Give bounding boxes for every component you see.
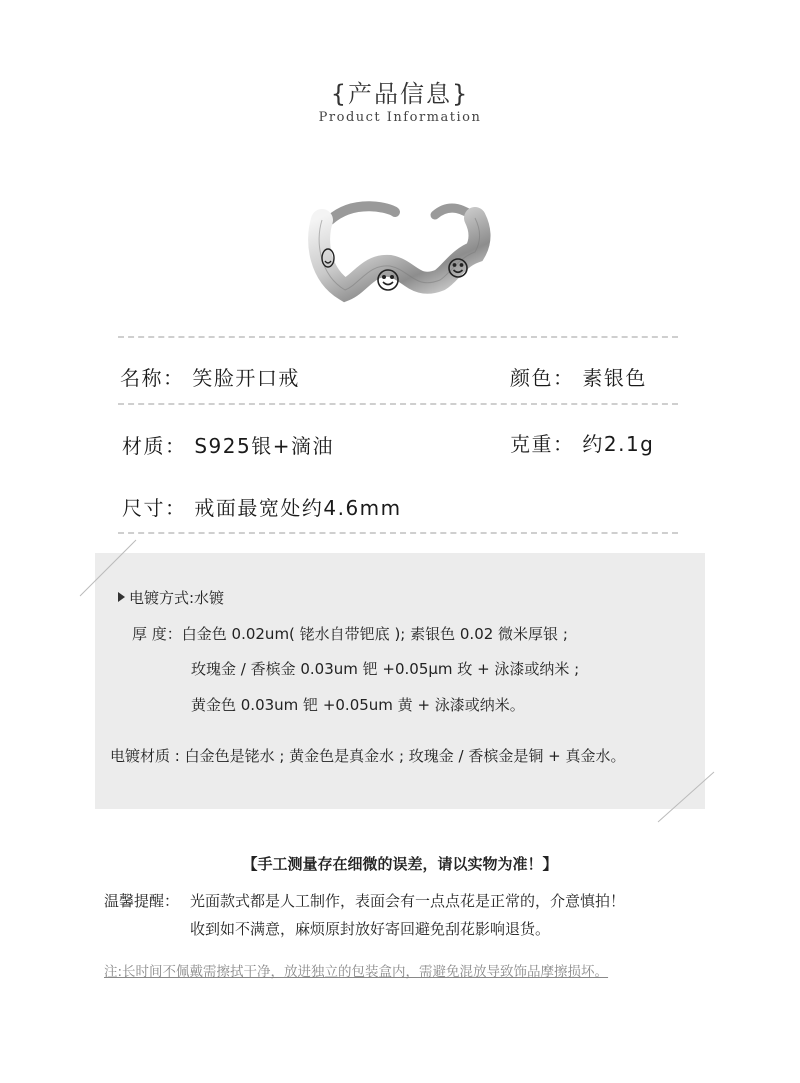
tip-line-1: 光面款式都是人工制作，表面会有一点点花是正常的，介意慎拍！ bbox=[190, 892, 626, 910]
handmade-notice: 【手工测量存在细微的误差，请以实物为准！】 bbox=[242, 855, 558, 873]
spec-weight: 克重： 约2.1g bbox=[510, 432, 655, 456]
divider bbox=[118, 403, 678, 405]
plating-material: 电镀材质 : 白金色是铑水 ; 黄金色是真金水 ; 玫瑰金 / 香槟金是铜 + 真金水。 bbox=[110, 747, 626, 765]
tip-label: 温馨提醒： bbox=[104, 892, 180, 910]
plating-thickness-3: 黄金色 0.03um 钯 +0.05um 黄 + 泳漆或纳米。 bbox=[191, 696, 525, 714]
spec-name: 名称： 笑脸开口戒 bbox=[120, 366, 300, 390]
plating-thickness-1: 厚 度：白金色 0.02um( 铑水自带钯底 ); 素银色 0.02 微米厚银 ; bbox=[132, 625, 568, 643]
divider bbox=[118, 336, 678, 338]
care-footer-note: 注:长时间不佩戴需擦拭干净，放进独立的包装盒内，需避免混放导致饰品摩擦损坏。 bbox=[104, 964, 609, 980]
plating-method: 电镀方式:水镀 bbox=[118, 587, 224, 608]
triangle-bullet-icon bbox=[118, 592, 125, 602]
tip-line-2: 收到如不满意，麻烦原封放好寄回避免刮花影响退货。 bbox=[190, 920, 551, 938]
divider bbox=[118, 532, 678, 534]
section-title: {产品信息} bbox=[330, 80, 470, 108]
plating-thickness-2: 玫瑰金 / 香槟金 0.03um 钯 +0.05μm 玫 + 泳漆或纳米 ; bbox=[191, 660, 580, 678]
corner-decoration bbox=[656, 770, 716, 824]
ring-product-image bbox=[300, 180, 500, 310]
spec-color: 颜色： 素银色 bbox=[510, 366, 647, 390]
section-subtitle: Product Information bbox=[318, 110, 482, 125]
spec-material: 材质： S925银+滴油 bbox=[122, 434, 334, 458]
spec-size: 尺寸： 戒面最宽处约4.6mm bbox=[122, 496, 402, 520]
